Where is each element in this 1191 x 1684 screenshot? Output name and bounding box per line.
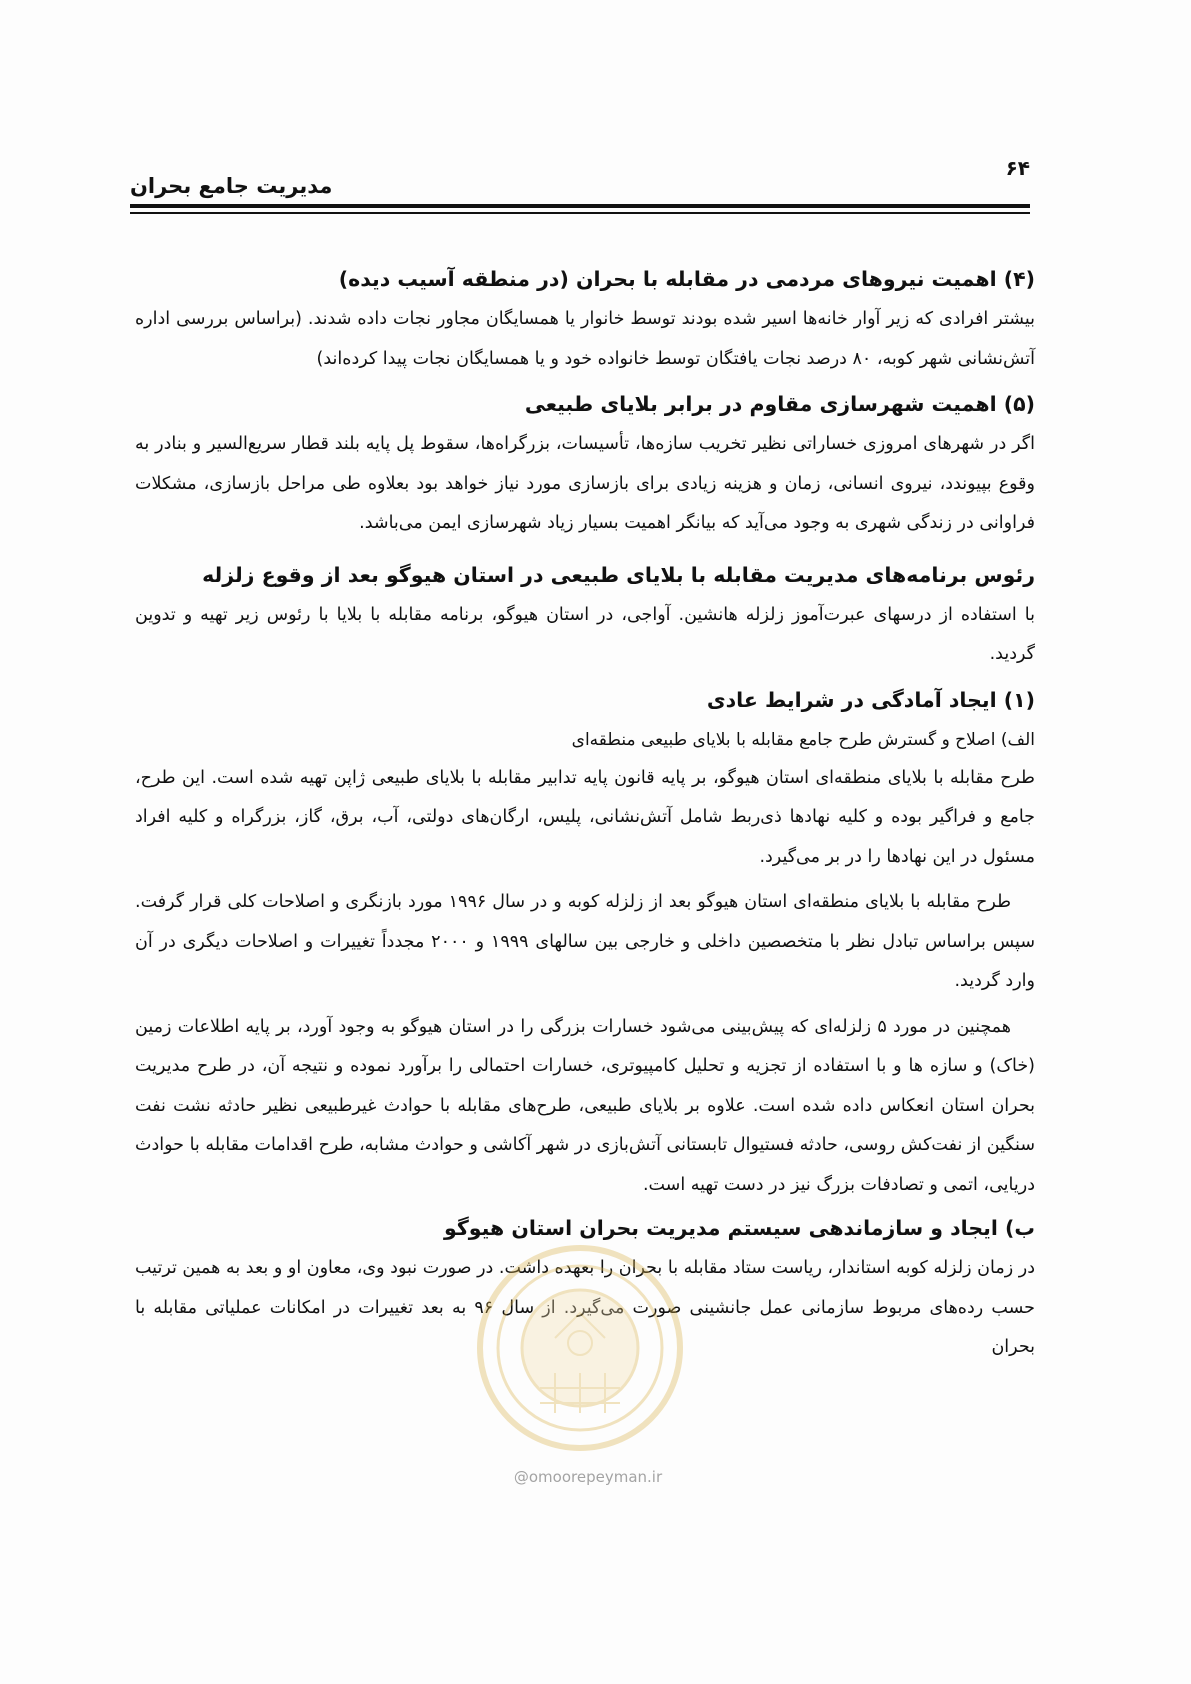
running-title: مدیریت جامع بحران [130, 174, 333, 198]
section-heading-1: (۱) ایجاد آمادگی در شرایط عادی [706, 687, 1035, 712]
subheading-be: ب) ایجاد و سازماندهی سیستم مدیریت بحران استان هیوگو [444, 1216, 1035, 1240]
header-rule-thin [130, 212, 1030, 214]
header-rule-thick [130, 204, 1030, 208]
section-heading-5: (۵) اهمیت شهرسازی مقاوم در برابر بلایای طبیعی [524, 392, 1035, 416]
page-content [135, 262, 1035, 1374]
page-header [130, 150, 1030, 198]
main-heading: رئوس برنامه‌های مدیریت مقابله با بلایای طبیعی در استان هیوگو بعد از وقوع زلزله [202, 562, 1035, 587]
watermark-url: @omoorepeyman.ir [513, 1468, 663, 1486]
paragraph: بیشتر افرادی که زیر آوار خانه‌ها اسیر شده بودند توسط خانوار یا همسایگان مجاور نجات داده شدند. (براساس بررسی اداره آتش‌نشانی شهر کوبه، ۸۰ درصد نجات یافتگان توسط خانواده خود و یا همسایگان نجات پیدا کرده‌اند) [135, 309, 1035, 369]
page-number: ۶۴ [1005, 156, 1030, 180]
paragraph: اگر در شهرهای امروزی خساراتی نظیر تخریب سازه‌ها، تأسیسات، بزرگراه‌ها، سقوط پل پایه بلند قطار سریع‌السیر و بنادر به وقوع بپیوندد، نیروی انسانی، زمان و هزینه زیادی برای بازسازی مورد نیاز خواهد بود بعلاوه طی مراحل بازسازی، مشکلات فراوانی در زندگی شهری به وجود می‌آید که بیانگر اهمیت بسیار زیاد شهرسازی ایمن می‌باشد. [135, 434, 1035, 533]
paragraph: طرح مقابله با بلایای منطقه‌ای استان هیوگو بعد از زلزله کوبه و در سال ۱۹۹۶ مورد بازنگری و اصلاحات کلی قرار گرفت. سپس براساس تبادل نظر با متخصصین داخلی و خارجی بین سالهای ۱۹۹۹ و ۲۰۰۰ مجدداً تغییرات و اصلاحات دیگری در آن وارد گردید. [135, 892, 1035, 991]
subheading-alef: الف) اصلاح و گسترش طرح جامع مقابله با بلایای طبیعی منطقه‌ای [571, 729, 1035, 750]
section-heading-4: (۴) اهمیت نیروهای مردمی در مقابله با بحران (در منطقه آسیب دیده) [338, 267, 1035, 291]
paragraph: با استفاده از درسهای عبرت‌آموز زلزله هانشین. آواجی، در استان هیوگو، برنامه مقابله با بلایا با رئوس زیر تهیه و تدوین گردید. [135, 604, 1035, 664]
paragraph: همچنین در مورد ۵ زلزله‌ای که پیش‌بینی می‌شود خسارات بزرگی را در استان هیوگو به وجود آورد، بر پایه اطلاعات زمین (خاک) و سازه ها و با استفاده از تجزیه و تحلیل کامپیوتری، خسارات احتمالی را برآورد نموده و نتیجه آن، در طرح مدیریت بحران استان انعکاس داده شده است. علاوه بر بلایای طبیعی، طرح‌های مقابله با حوادث غیرطبیعی نظیر حادثه نشت نفت سنگین از نفت‌کش روسی، حادثه فستیوال تابستانی آتش‌بازی در شهر آکاشی و حوادث مشابه، طرح اقدامات مقابله با حوادث دریایی، اتمی و تصادفات بزرگ نیز در دست تهیه است. [135, 1016, 1035, 1195]
paragraph: در زمان زلزله کوبه استاندار، ریاست ستاد مقابله با بحران را بعهده داشت. در صورت نبود وی، معاون او و بعد به همین ترتیب حسب رده‌های مربوط سازمانی عمل جانشینی صورت می‌گیرد. از سال ۹۶ به بعد تغییرات در امکانات عملیاتی مقابله با بحران [135, 1258, 1035, 1357]
paragraph: طرح مقابله با بلایای منطقه‌ای استان هیوگو، بر پایه قانون پایه تدابیر مقابله با بلایای طبیعی ژاپن تهیه شده است. این طرح، جامع و فراگیر بوده و کلیه نهادها ذی‌ربط شامل آتش‌نشانی، پلیس، ارگان‌های دولتی، آب، برق، گاز، بزرگراه و کلیه افراد مسئول در این نهادها را در بر می‌گیرد. [135, 767, 1035, 867]
